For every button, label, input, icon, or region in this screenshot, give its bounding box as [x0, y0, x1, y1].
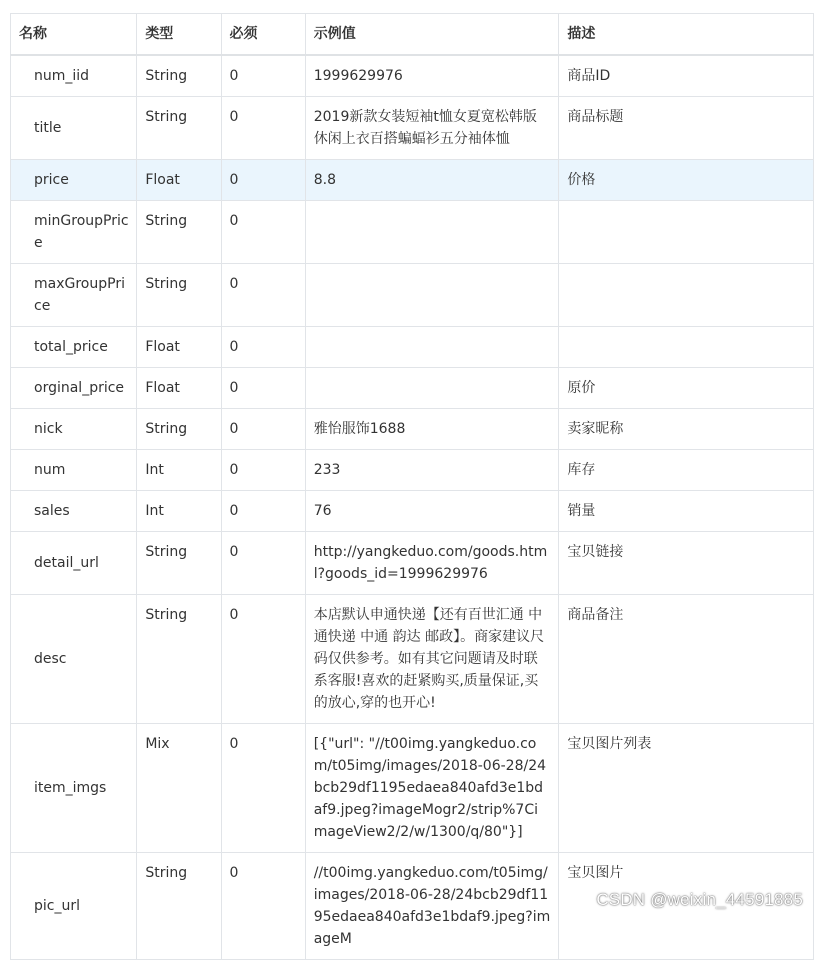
cell-example: //t00img.yangkeduo.com/t05img/images/2018-06-28/24bcb29df1195edaea840afd3e1bdaf9.jpeg?imageM [305, 853, 559, 960]
table-row [11, 724, 814, 853]
cell-name: maxGroupPrice [11, 264, 137, 327]
cell-example: 2019新款女装短袖t恤女夏宽松韩版休闲上衣百搭蝙蝠衫五分袖体恤 [305, 97, 559, 160]
cell-name: detail_url [11, 532, 137, 595]
cell-required: 0 [221, 55, 305, 97]
cell-name: price [11, 160, 137, 201]
cell-required: 0 [221, 201, 305, 264]
cell-type: String [137, 264, 221, 327]
cell-desc [559, 264, 814, 327]
cell-example: 本店默认申通快递【还有百世汇通 中通快递 中通 韵达 邮政】。商家建议尺码仅供参考。如有其它问题请及时联系客服!喜欢的赶紧购买,质量保证,买的放心,穿的也开心! [305, 595, 559, 724]
cell-type: Int [137, 491, 221, 532]
cell-desc [559, 201, 814, 264]
cell-desc: 宝贝链接 [559, 532, 814, 595]
table-row [11, 327, 814, 368]
cell-desc: 价格 [559, 160, 814, 201]
api-response-fields-table [10, 13, 814, 960]
csdn-watermark: CSDN @weixin_44591885 [596, 890, 803, 909]
cell-desc: 销量 [559, 491, 814, 532]
table-row [11, 97, 814, 160]
cell-required: 0 [221, 853, 305, 960]
table-row [11, 409, 814, 450]
cell-example: 1999629976 [305, 55, 559, 97]
cell-name: nick [11, 409, 137, 450]
cell-example: 雅怡服饰1688 [305, 409, 559, 450]
cell-name: pic_url [11, 853, 137, 960]
cell-required: 0 [221, 160, 305, 201]
cell-required: 0 [221, 450, 305, 491]
cell-required: 0 [221, 97, 305, 160]
cell-desc: 商品标题 [559, 97, 814, 160]
cell-example: 76 [305, 491, 559, 532]
cell-type: String [137, 532, 221, 595]
cell-desc: 商品备注 [559, 595, 814, 724]
cell-required: 0 [221, 327, 305, 368]
cell-type: String [137, 853, 221, 960]
header-required: 必须 [221, 14, 305, 56]
header-desc: 描述 [559, 14, 814, 56]
cell-type: Float [137, 327, 221, 368]
cell-type: String [137, 55, 221, 97]
cell-name: num [11, 450, 137, 491]
cell-name: item_imgs [11, 724, 137, 853]
cell-desc [559, 327, 814, 368]
cell-type: String [137, 97, 221, 160]
cell-type: Mix [137, 724, 221, 853]
table-row [11, 264, 814, 327]
cell-type: Float [137, 368, 221, 409]
cell-name: title [11, 97, 137, 160]
cell-name: total_price [11, 327, 137, 368]
cell-type: Float [137, 160, 221, 201]
cell-required: 0 [221, 724, 305, 853]
table-row [11, 595, 814, 724]
table-row-highlighted [11, 160, 814, 201]
cell-required: 0 [221, 491, 305, 532]
header-type: 类型 [137, 14, 221, 56]
cell-type: Int [137, 450, 221, 491]
cell-required: 0 [221, 368, 305, 409]
cell-name: orginal_price [11, 368, 137, 409]
table-row [11, 55, 814, 97]
cell-name: desc [11, 595, 137, 724]
cell-desc: 宝贝图片列表 [559, 724, 814, 853]
cell-example [305, 368, 559, 409]
table-row [11, 532, 814, 595]
cell-required: 0 [221, 409, 305, 450]
cell-type: String [137, 595, 221, 724]
header-name: 名称 [11, 14, 137, 56]
table-row [11, 450, 814, 491]
cell-example: [{"url": "//t00img.yangkeduo.com/t05img/images/2018-06-28/24bcb29df1195edaea840afd3e1bdaf9.jpeg?imageMogr2/strip%7CimageView2/2/w/1300/q/80"}] [305, 724, 559, 853]
table-row [11, 491, 814, 532]
cell-example [305, 327, 559, 368]
cell-desc: 卖家昵称 [559, 409, 814, 450]
cell-type: String [137, 409, 221, 450]
cell-example [305, 264, 559, 327]
cell-desc: 库存 [559, 450, 814, 491]
cell-required: 0 [221, 264, 305, 327]
cell-example: 8.8 [305, 160, 559, 201]
cell-example: http://yangkeduo.com/goods.html?goods_id=1999629976 [305, 532, 559, 595]
cell-example: 233 [305, 450, 559, 491]
cell-example [305, 201, 559, 264]
cell-required: 0 [221, 532, 305, 595]
cell-type: String [137, 201, 221, 264]
cell-name: minGroupPrice [11, 201, 137, 264]
header-example: 示例值 [305, 14, 559, 56]
cell-desc: 商品ID [559, 55, 814, 97]
cell-name: sales [11, 491, 137, 532]
cell-desc: 宝贝图片 [559, 853, 814, 960]
table-row [11, 368, 814, 409]
table-row [11, 201, 814, 264]
cell-name: num_iid [11, 55, 137, 97]
table-header-row [11, 14, 814, 56]
cell-required: 0 [221, 595, 305, 724]
cell-desc: 原价 [559, 368, 814, 409]
